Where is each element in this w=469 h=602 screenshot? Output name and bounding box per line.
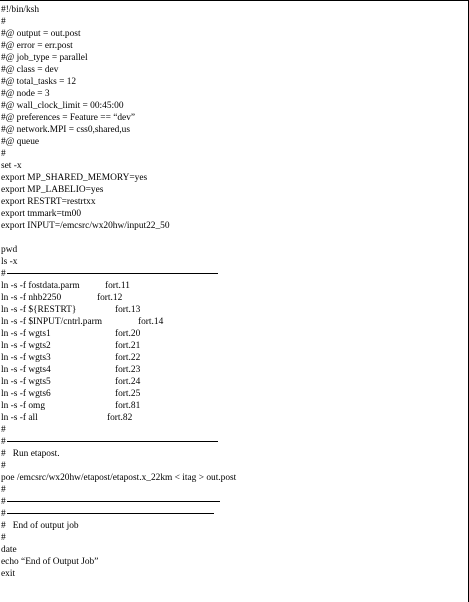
link-target: fort.82	[107, 413, 133, 423]
script-line: #@ wall_clock_limit = 00:45:00	[1, 101, 124, 111]
link-command: ln -s -f wgts4	[1, 365, 51, 375]
script-line: #	[1, 17, 6, 27]
comment-marker: #	[1, 269, 6, 279]
script-line: export RESTRT=restrtxx	[1, 197, 96, 207]
script-line: #@ error = err.post	[1, 41, 73, 51]
link-line	[1, 280, 461, 292]
script-line	[1, 268, 461, 280]
link-line	[1, 316, 461, 328]
link-line	[1, 352, 461, 364]
link-target: fort.21	[115, 341, 141, 351]
script-line: #	[1, 485, 6, 495]
link-line	[1, 340, 461, 352]
script-line	[1, 436, 461, 448]
link-command: ln -s -f omg	[1, 401, 46, 411]
script-line: #@ network.MPI = css0,shared,us	[1, 125, 131, 135]
script-line: date	[1, 545, 17, 555]
link-command: ln -s -f wgts3	[1, 353, 51, 363]
script-line: #	[1, 425, 6, 435]
comment-marker: #	[1, 497, 6, 507]
link-line	[1, 304, 461, 316]
link-line	[1, 364, 461, 376]
script-line: export tmmark=tm00	[1, 209, 82, 219]
script-line: # End of output job	[1, 521, 79, 531]
link-command: ln -s -f all	[1, 413, 38, 423]
job-script	[1, 4, 461, 580]
script-line	[1, 508, 461, 520]
link-command: ln -s -f $INPUT/cntrl.parm	[1, 317, 103, 327]
script-line: export MP_SHARED_MEMORY=yes	[1, 173, 148, 183]
link-line	[1, 388, 461, 400]
link-command: ln -s -f nhb2250	[1, 293, 62, 303]
link-line	[1, 292, 461, 304]
comment-marker: #	[1, 437, 6, 447]
link-target: fort.20	[115, 329, 141, 339]
link-line	[1, 400, 461, 412]
script-line: echo “End of Output Job”	[1, 557, 99, 567]
link-command: ln -s -f ${RESTRT}	[1, 305, 77, 315]
link-target: fort.11	[105, 281, 130, 291]
section-rule	[7, 501, 220, 502]
script-line: #	[1, 461, 6, 471]
link-target: fort.13	[115, 305, 141, 315]
link-target: fort.25	[115, 389, 141, 399]
section-rule	[7, 513, 214, 514]
link-command: ln -s -f wgts1	[1, 329, 51, 339]
script-line: ls -x	[1, 257, 18, 267]
script-line: #@ total_tasks = 12	[1, 77, 77, 87]
script-line: export MP_LABELIO=yes	[1, 185, 104, 195]
script-line: poe /emcsrc/wx20hw/etapost/etapost.x_22km < itag > out.post	[1, 473, 237, 483]
script-line: pwd	[1, 245, 18, 255]
section-rule	[7, 441, 218, 442]
link-command: ln -s -f fostdata.parm	[1, 281, 80, 291]
section-rule	[7, 273, 218, 274]
link-target: fort.14	[138, 317, 164, 327]
page-top-border	[0, 0, 469, 1]
script-line: exit	[1, 569, 16, 579]
script-line: #@ class = dev	[1, 65, 59, 75]
script-line: #@ node = 3	[1, 89, 50, 99]
script-line: #	[1, 149, 6, 159]
script-line: #@ output = out.post	[1, 29, 81, 39]
script-line: #@ queue	[1, 137, 40, 147]
link-target: fort.12	[97, 293, 123, 303]
script-line: #!/bin/ksh	[1, 5, 40, 15]
link-target: fort.81	[115, 401, 141, 411]
script-line: set -x	[1, 161, 22, 171]
script-line: #@ preferences = Feature == “dev”	[1, 113, 136, 123]
blank-line	[1, 232, 461, 244]
comment-marker: #	[1, 509, 6, 519]
script-line: #	[1, 533, 6, 543]
script-line	[1, 496, 461, 508]
link-line	[1, 328, 461, 340]
script-line: #@ job_type = parallel	[1, 53, 88, 63]
link-target: fort.22	[115, 353, 141, 363]
script-line: export INPUT=/emcsrc/wx20hw/input22_50	[1, 221, 170, 231]
script-line: # Run etapost.	[1, 449, 60, 459]
link-command: ln -s -f wgts5	[1, 377, 51, 387]
link-command: ln -s -f wgts2	[1, 341, 51, 351]
link-target: fort.23	[115, 365, 141, 375]
link-command: ln -s -f wgts6	[1, 389, 51, 399]
link-line	[1, 412, 461, 424]
link-line	[1, 376, 461, 388]
link-target: fort.24	[115, 377, 141, 387]
